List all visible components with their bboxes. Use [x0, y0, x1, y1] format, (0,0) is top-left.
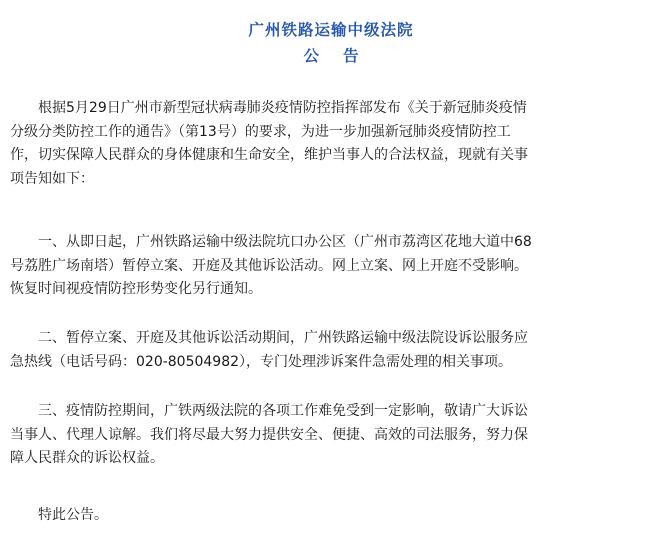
court-name-title: 广州铁路运输中级法院 — [248, 21, 414, 39]
paragraph-line: 二、暂停立案、开庭及其他诉讼活动期间，广州铁路运输中级法院设诉讼服务应 — [38, 330, 528, 346]
paragraph-item-1 — [10, 231, 652, 302]
heading-char-right: 告 — [343, 47, 359, 65]
paragraph-intro — [10, 97, 652, 191]
heading-char-left: 公 — [303, 47, 319, 65]
paragraph-line: 号荔胜广场南塔）暂停立案、开庭及其他诉讼活动。网上立案、网上开庭不受影响。 — [10, 257, 528, 274]
paragraph-item-3 — [10, 400, 652, 471]
paragraph-line: 一、从即日起，广州铁路运输中级法院坑口办公区（广州市荔湾区花地大道中68 — [38, 234, 532, 250]
paragraph-line: 分级分类防控工作的通告》（第13号）的要求，为进一步加强新冠肺炎疫情防控工 — [10, 123, 511, 140]
paragraph-closing — [10, 504, 652, 528]
paragraph-line: 恢复时间视疫情防控形势变化另行通知。 — [10, 281, 262, 297]
paragraph-line: 根据5月29日广州市新型冠状病毒肺炎疫情防控指挥部发布《关于新冠肺炎疫情 — [38, 100, 527, 116]
paragraph-line: 障人民群众的诉讼权益。 — [10, 450, 164, 466]
paragraph-line: 急热线（电话号码：020-80504982），专门处理涉诉案件急需处理的相关事项。 — [10, 353, 513, 370]
paragraph-line: 当事人、代理人谅解。我们将尽最大努力提供安全、便捷、高效的司法服务，努力保 — [10, 426, 528, 443]
paragraph-line: 特此公告。 — [38, 507, 108, 523]
paragraph-item-2 — [10, 327, 652, 374]
paragraph-line: 三、疫情防控期间，广铁两级法院的各项工作难免受到一定影响，敬请广大诉讼 — [38, 403, 528, 419]
announcement-heading — [0, 46, 662, 66]
paragraph-line: 项告知如下： — [10, 170, 94, 187]
paragraph-line: 作，切实保障人民群众的身体健康和生命安全，维护当事人的合法权益，现就有关事 — [10, 147, 528, 163]
